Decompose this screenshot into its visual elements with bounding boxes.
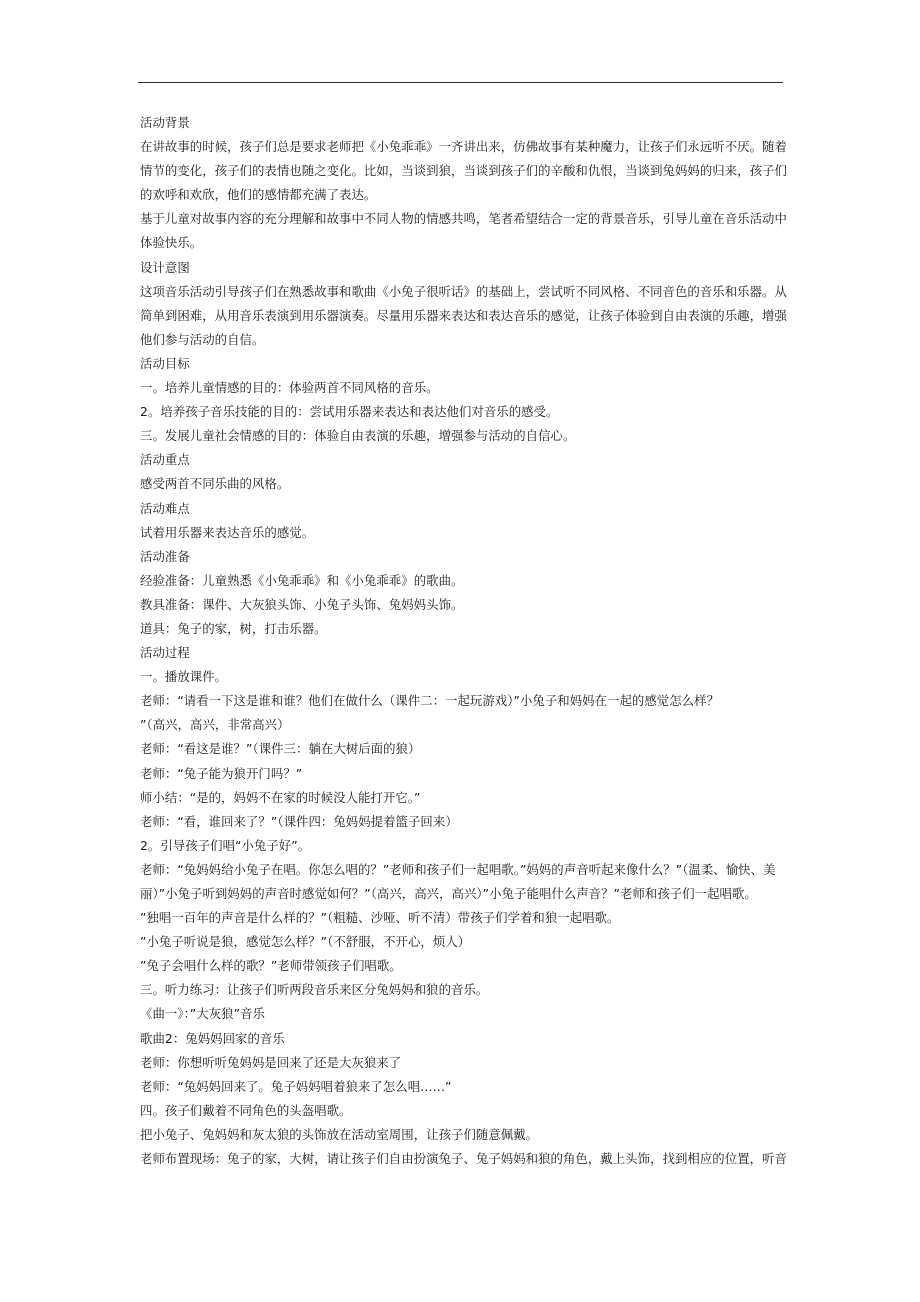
- text-line: 活动目标: [140, 355, 190, 371]
- text-line: ”独唱一百年的声音是什么样的？”（粗糙、沙哑、听不清）带孩子们学着和狼一起唱歌。: [140, 910, 620, 926]
- text-line: 丽）”小兔子听到妈妈的声音时感觉如何？”（高兴，高兴，高兴）”小兔子能唱什么声音？”老师和孩子们一起唱歌。: [140, 886, 757, 901]
- text-line: 活动背景: [140, 115, 190, 130]
- text-line: 活动难点: [140, 500, 190, 516]
- text-line: 的欢呼和欢欣，他们的感情都充满了表达。: [140, 187, 377, 203]
- text-line: 老师：“兔子能为狼开门吗？”: [140, 765, 303, 781]
- text-line: 感受两首不同乐曲的风格。: [140, 476, 290, 492]
- text-line: 他们参与活动的自信。: [140, 331, 265, 347]
- text-line: 老师布置现场：兔子的家，大树，请让孩子们自由扮演兔子、兔子妈妈和狼的角色，戴上头饰，找到相应的位置，听音: [140, 1151, 787, 1167]
- text-line: 这项音乐活动引导孩子们在熟悉故事和歌曲《小兔子很听话》的基础上，尝试听不同风格、不同音色的音乐和乐器。从: [140, 283, 787, 299]
- text-line: 老师：“看，谁回来了？”（课件四：兔妈妈提着篮子回来）: [140, 813, 458, 829]
- text-line: 情节的变化，孩子们的表情也随之变化。比如，当谈到狼，当谈到孩子们的辛酸和仇恨，当谈到兔妈妈的归来，孩子们: [140, 163, 787, 179]
- text-line: 《曲一》：”大灰狼”音乐: [140, 1006, 265, 1022]
- text-line: 基于儿童对故事内容的充分理解和故事中不同人物的情感共鸣，笔者希望结合一定的背景音乐，引导儿童在音乐活动中: [140, 211, 787, 227]
- text-line: 简单到困难，从用音乐表演到用乐器演奏。尽量用乐器来表达和表达音乐的感觉，让孩子体验到自由表演的乐趣，增强: [140, 307, 787, 323]
- text-line: ”兔子会唱什么样的歌？”老师带领孩子们唱歌。: [140, 958, 402, 974]
- text-line: 试着用乐器来表达音乐的感觉。: [140, 524, 315, 540]
- text-line: ”（高兴，高兴，非常高兴）: [140, 717, 290, 733]
- text-line: 活动过程: [140, 645, 190, 661]
- text-line: 老师：“兔妈妈给小兔子在唱。你怎么唱的？”老师和孩子们一起唱歌。”妈妈的声音听起来像什么？”（温柔、愉快、美: [140, 861, 776, 877]
- text-line: 活动重点: [140, 452, 190, 468]
- text-line: 老师：你想听听兔妈妈是回来了还是大灰狼来了: [140, 1054, 402, 1070]
- text-line: 老师：“请看一下这是谁和谁？他们在做什么（课件二：一起玩游戏）”小兔子和妈妈在一起的感觉怎么样？: [140, 693, 720, 709]
- text-line: 体验快乐。: [140, 235, 203, 251]
- text-line: 三。听力练习：让孩子们听两段音乐来区分兔妈妈和狼的音乐。: [140, 982, 489, 998]
- text-line: 把小兔子、兔妈妈和灰太狼的头饰放在活动室周围，让孩子们随意佩戴。: [140, 1126, 539, 1142]
- text-line: 在讲故事的时候，孩子们总是要求老师把《小兔乖乖》一齐讲出来，仿佛故事有某种魔力，让孩子们永远听不厌。随着: [140, 139, 787, 155]
- text-line: 一。培养儿童情感的目的：体验两首不同风格的音乐。: [140, 380, 439, 396]
- text-line: 活动准备: [140, 548, 190, 564]
- document-body: [140, 111, 787, 1171]
- text-line: 教具准备：课件、大灰狼头饰、小兔子头饰、兔妈妈头饰。: [140, 596, 464, 612]
- text-line: 老师：“看这是谁？”（课件三：躺在大树后面的狼）: [140, 741, 421, 757]
- text-line: 设计意图: [140, 259, 190, 275]
- text-line: 2。引导孩子们唱“小兔子好”。: [140, 837, 311, 853]
- text-line: 四。孩子们戴着不同角色的头盔唱歌。: [140, 1102, 352, 1118]
- text-line: 三。发展儿童社会情感的目的：体验自由表演的乐趣，增强参与活动的自信心。: [140, 428, 576, 444]
- text-line: 师小结：“是的，妈妈不在家的时候没人能打开它。”: [140, 789, 421, 805]
- text-line: 老师：“兔妈妈回来了。兔子妈妈唱着狼来了怎么唱……”: [140, 1078, 452, 1094]
- header-rule: [138, 82, 783, 83]
- text-line: 经验准备：儿童熟悉《小兔乖乖》和《小兔乖乖》的歌曲。: [140, 572, 464, 588]
- text-line: 道具：兔子的家，树，打击乐器。: [140, 620, 327, 636]
- text-line: ”小兔子听说是狼，感觉怎么样？”（不舒服，不开心，烦人）: [140, 934, 471, 950]
- text-line: 歌曲2：兔妈妈回家的音乐: [140, 1030, 285, 1046]
- text-line: 2。培养孩子音乐技能的目的：尝试用乐器来表达和表达他们对音乐的感受。: [140, 404, 559, 420]
- text-line: 一。播放课件。: [140, 669, 228, 685]
